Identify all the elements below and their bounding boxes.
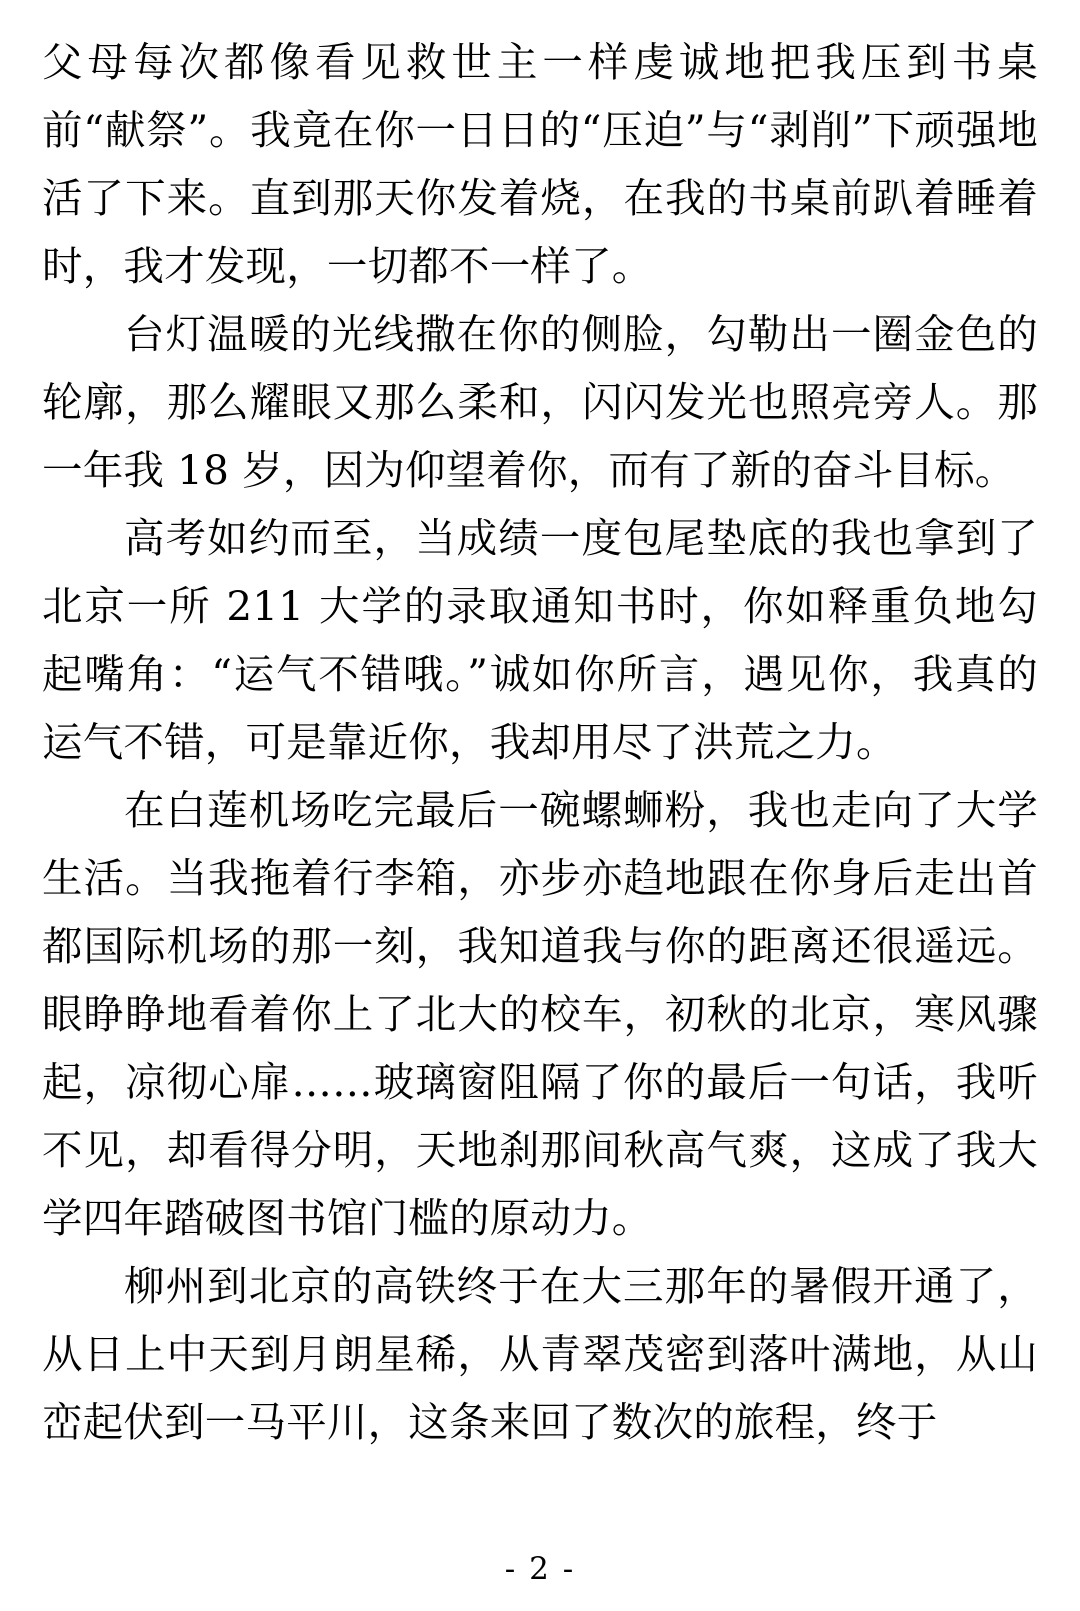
- paragraph: 在白莲机场吃完最后一碗螺蛳粉，我也走向了大学生活。当我拖着行李箱，亦步亦趋地跟在你身后走出首都国际机场的那一刻，我知道我与你的距离还很遥远。眼睁睁地看着你上了北大的校车，初秋的北京，寒风骤起，凉彻心扉……玻璃窗阻隔了你的最后一句话，我听不见，却看得分明，天地刹那间秋高气爽，这成了我大学四年踏破图书馆门槛的原动力。: [42, 786, 1038, 1242]
- paragraph: 柳州到北京的高铁终于在大三那年的暑假开通了，从日上中天到月朗星稀，从青翠茂密到落叶满地，从山峦起伏到一马平川，这条来回了数次的旅程，终于: [42, 1262, 1038, 1446]
- paragraph: 台灯温暖的光线撒在你的侧脸，勾勒出一圈金色的轮廓，那么耀眼又那么柔和，闪闪发光也照亮旁人。那一年我 18 岁，因为仰望着你，而有了新的奋斗目标。: [42, 310, 1038, 494]
- paragraph: 父母每次都像看见救世主一样虔诚地把我压到书桌前“献祭”。我竟在你一日日的“压迫”与“剥削”下顽强地活了下来。直到那天你发着烧，在我的书桌前趴着睡着时，我才发现，一切都不一样了。: [42, 38, 1038, 290]
- paragraph: 高考如约而至，当成绩一度包尾垫底的我也拿到了北京一所 211 大学的录取通知书时，你如释重负地勾起嘴角：“运气不错哦。”诚如你所言，遇见你，我真的运气不错，可是靠近你，我却用尽了洪荒之力。: [42, 514, 1038, 766]
- page-number: - 2 -: [504, 1551, 576, 1587]
- page-body: [42, 28, 1038, 1543]
